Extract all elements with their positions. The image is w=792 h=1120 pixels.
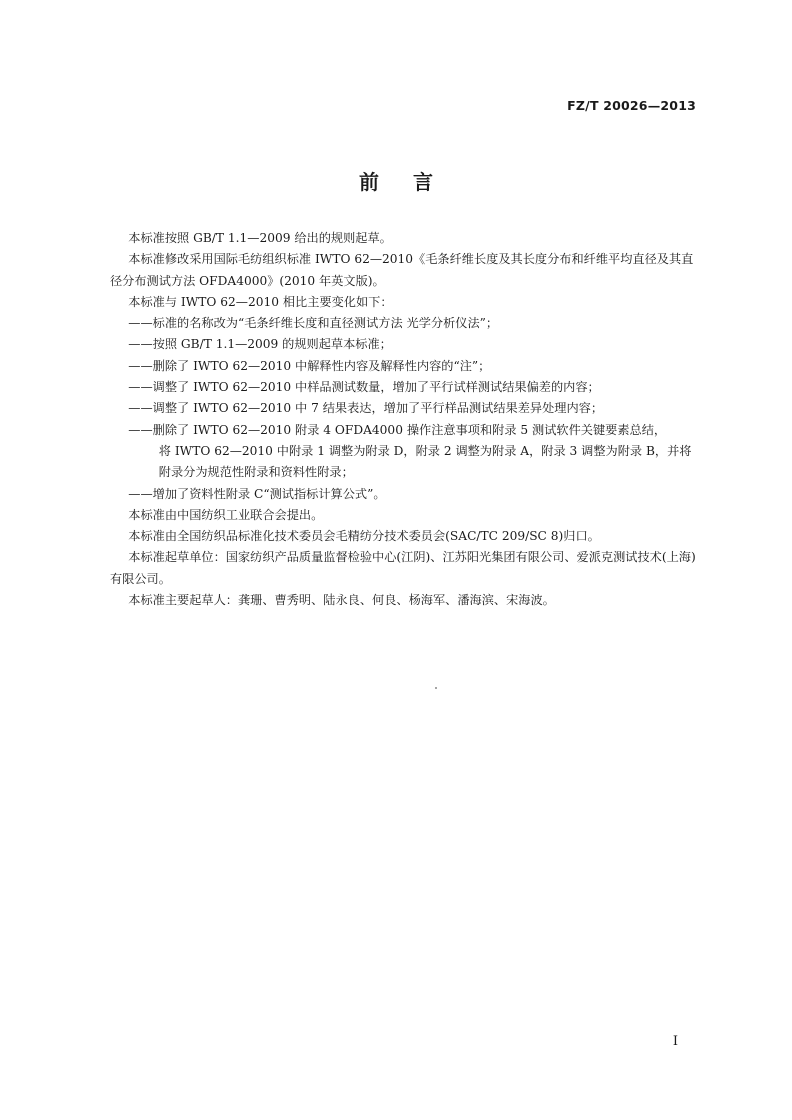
paragraph-drafting-rules: 本标准按照 GB/T 1.1—2009 给出的规则起草。 <box>128 231 392 245</box>
paragraph-drafting-units: 本标准起草单位：国家纺织产品质量监督检验中心(江阴)、江苏阳光集团有限公司、爱派克测试技术(上海)有限公司。 <box>110 550 696 586</box>
foreword-content <box>110 228 702 611</box>
change-item-2: ——按照 GB/T 1.1—2009 的规则起草本标准； <box>128 337 392 352</box>
paragraph-proposer: 本标准由中国纺织工业联合会提出。 <box>128 507 324 522</box>
paragraph-adoption: 本标准修改采用国际毛纺组织标准 IWTO 62—2010《毛条纤维长度及其长度分布和纤维平均直径及其直径分布测试方法 OFDA4000》(2010 年英文版)。 <box>110 252 694 288</box>
paragraph-changes-intro: 本标准与 IWTO 62—2010 相比主要变化如下： <box>128 294 393 309</box>
change-item-5: ——调整了 IWTO 62—2010 中 7 结果表达，增加了平行样品测试结果差异处理内容； <box>128 401 604 416</box>
paragraph-technical-committee: 本标准由全国纺织品标准化技术委员会毛精纺分技术委员会(SAC/TC 209/SC 8)归口。 <box>128 529 600 544</box>
change-item-3: ——删除了 IWTO 62—2010 中解释性内容及解释性内容的“注”； <box>128 358 491 373</box>
change-item-6-continued: 将 IWTO 62—2010 中附录 1 调整为附录 D，附录 2 调整为附录 A，附录 3 调整为附录 B，并将附录分为规范性附录和资料性附录； <box>158 443 692 480</box>
change-item-4: ——调整了 IWTO 62—2010 中样品测试数量，增加了平行试样测试结果偏差的内容； <box>128 380 600 395</box>
change-item-7: ——增加了资料性附录 C“测试指标计算公式”。 <box>128 486 386 501</box>
change-item-1: ——标准的名称改为“毛条纤维长度和直径测试方法 光学分析仪法”； <box>128 316 499 331</box>
scan-speck <box>435 687 437 689</box>
page-number: I <box>672 1034 678 1049</box>
doc-code: FZ/T 20026—2013 <box>567 98 696 113</box>
change-item-6: ——删除了 IWTO 62—2010 附录 4 OFDA4000 操作注意事项和附录 5 测试软件关键要素总结， <box>128 422 667 437</box>
page-title: 前言 <box>359 170 467 194</box>
paragraph-drafters: 本标准主要起草人：龚珊、曹秀明、陆永良、何良、杨海军、潘海滨、宋海波。 <box>128 593 555 608</box>
